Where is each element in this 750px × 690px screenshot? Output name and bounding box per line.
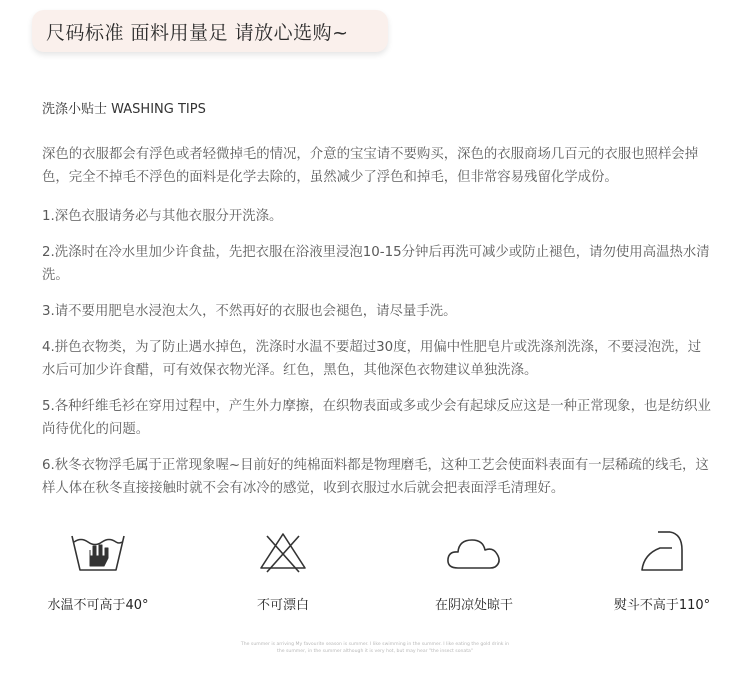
tips-intro: 深色的衣服都会有浮色或者轻微掉毛的情况，介意的宝宝请不要购买，深色的衣服商场几百元的衣服也照样会掉色，完全不掉毛不浮色的面料是化学去除的，虽然减少了浮色和掉毛，但非常容易残留化学成份。 [42,147,699,185]
tip-item: 6.秋冬衣物浮毛属于正常现象喔~目前好的纯棉面料都是物理磨毛，这种工艺会使面料表面有一层稀疏的线毛，这样人体在秋冬直接接触时就不会有冰冷的感觉，收到衣服过水后就会把表面浮毛清理好。 [42,458,709,496]
iron-label: 熨斗不高于110° [613,598,711,613]
footer-line: the summer, in the summer although it is very hot, but may hear "the insect sonata" [277,649,473,654]
care-icons-row [0,528,750,618]
tip-item: 4.拼色衣物类，为了防止遇水掉色，洗涤时水温不要超过30度，用偏中性肥皂片或洗涤剂洗涤，不要浸泡洗，过水后可加少许食醋，可有效保衣物光泽。红色，黑色，其他深色衣物建议单独洗涤。 [42,340,702,378]
tip-item: 3.请不要用肥皂水浸泡太久，不然再好的衣服也会褪色，请尽量手洗。 [42,304,457,319]
tips-title: 洗涤小贴士 WASHING TIPS [42,102,206,117]
care-item-dry [384,528,564,613]
promo-banner [32,10,388,52]
care-item-iron [572,528,750,613]
dry-in-shade-icon [444,528,504,576]
no-bleach-icon [253,528,313,576]
dry-label: 在阴凉处晾干 [434,598,513,613]
tips-content [42,143,714,513]
footer-line: The summer is arriving My favourite season is summer. I like swimming in the summer. I like eating the gold drink in [240,642,510,647]
banner-text: 尺码标准 面料用量足 请放心选购~ [46,21,349,44]
footer-decor-text [150,641,600,655]
bleach-label: 不可漂白 [256,598,309,613]
iron-icon [632,528,692,576]
tip-item: 5.各种纤维毛衫在穿用过程中，产生外力摩擦，在织物表面或多或少会有起球反应这是一种正常现象，也是纺织业尚待优化的问题。 [42,399,711,437]
tip-item: 2.洗涤时在冷水里加少许食盐，先把衣服在浴液里浸泡10-15分钟后再洗可减少或防止褪色，请勿使用高温热水清洗。 [42,245,710,283]
wash-hand-icon [68,528,128,576]
care-item-bleach [193,528,373,613]
care-item-wash [8,528,188,613]
tip-item: 1.深色衣服请务必与其他衣服分开洗涤。 [42,209,283,224]
wash-label: 水温不可高于40° [47,598,149,613]
